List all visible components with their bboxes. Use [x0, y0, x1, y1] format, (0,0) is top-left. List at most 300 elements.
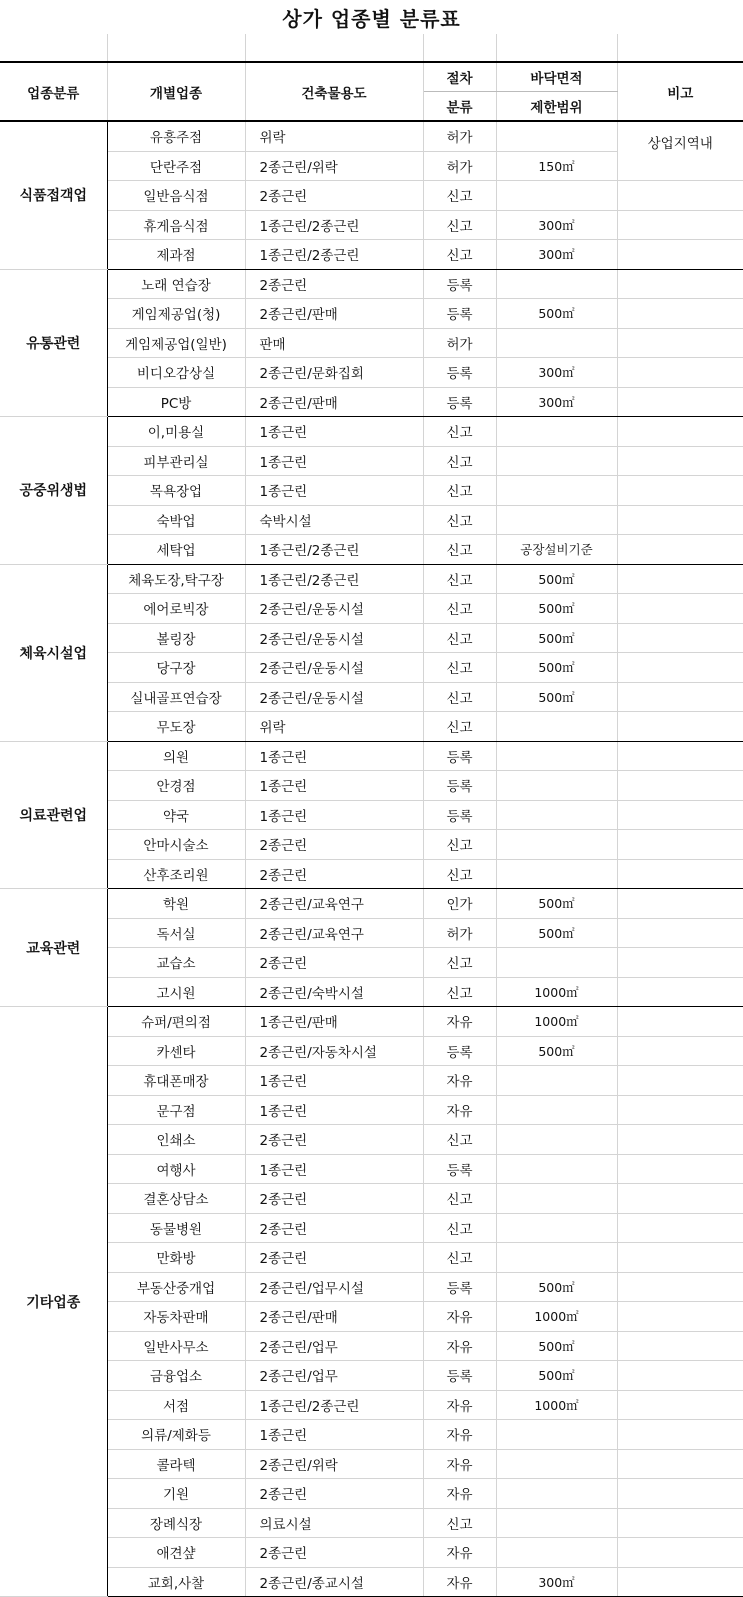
procedure-cell: 신고 — [423, 505, 496, 535]
table-row — [0, 1331, 743, 1361]
procedure-cell: 자유 — [423, 1567, 496, 1597]
procedure-cell: 신고 — [423, 535, 496, 565]
building-use-cell: 1종근린 — [245, 1066, 423, 1096]
procedure-cell: 등록 — [423, 358, 496, 388]
area-cell: 300㎡ — [496, 387, 617, 417]
area-cell — [496, 1243, 617, 1273]
table-row — [0, 1567, 743, 1597]
table-row — [0, 1508, 743, 1538]
area-cell — [496, 121, 617, 151]
procedure-cell: 자유 — [423, 1007, 496, 1037]
area-cell: 공장설비기준 — [496, 535, 617, 565]
remark-cell — [617, 1567, 743, 1597]
building-use-cell: 2종근린/교육연구 — [245, 889, 423, 919]
area-cell — [496, 417, 617, 447]
table-row — [0, 623, 743, 653]
procedure-cell: 신고 — [423, 476, 496, 506]
remark-cell — [617, 387, 743, 417]
table-row — [0, 1184, 743, 1214]
building-use-cell: 2종근린/판매 — [245, 299, 423, 329]
table-row — [0, 918, 743, 948]
building-use-cell: 2종근린/업무 — [245, 1361, 423, 1391]
area-cell — [496, 859, 617, 889]
procedure-cell: 자유 — [423, 1420, 496, 1450]
area-cell: 500㎡ — [496, 918, 617, 948]
table-row — [0, 1272, 743, 1302]
building-use-cell: 1종근린/2종근린 — [245, 210, 423, 240]
procedure-cell: 자유 — [423, 1302, 496, 1332]
remark-cell — [617, 682, 743, 712]
header-procedure-top: 절차 — [423, 62, 496, 92]
table-row — [0, 358, 743, 388]
procedure-cell: 신고 — [423, 1125, 496, 1155]
table-row — [0, 771, 743, 801]
procedure-cell: 인가 — [423, 889, 496, 919]
building-use-cell: 2종근린/자동차시설 — [245, 1036, 423, 1066]
building-use-cell: 1종근린 — [245, 800, 423, 830]
business-cell: 학원 — [107, 889, 245, 919]
business-cell: 실내골프연습장 — [107, 682, 245, 712]
table-row — [0, 328, 743, 358]
building-use-cell: 2종근린 — [245, 859, 423, 889]
procedure-cell: 등록 — [423, 269, 496, 299]
procedure-cell: 신고 — [423, 1508, 496, 1538]
table-row — [0, 1213, 743, 1243]
table-row — [0, 299, 743, 329]
remark-cell — [617, 328, 743, 358]
remark-cell — [617, 1302, 743, 1332]
area-cell — [496, 1125, 617, 1155]
building-use-cell: 2종근린/운동시설 — [245, 653, 423, 683]
procedure-cell: 등록 — [423, 800, 496, 830]
business-cell: 에어로빅장 — [107, 594, 245, 624]
procedure-cell: 신고 — [423, 682, 496, 712]
table-row — [0, 1390, 743, 1420]
remark-cell — [617, 1449, 743, 1479]
area-cell: 300㎡ — [496, 358, 617, 388]
procedure-cell: 신고 — [423, 417, 496, 447]
business-cell: 제과점 — [107, 240, 245, 270]
procedure-cell: 신고 — [423, 1213, 496, 1243]
area-cell: 500㎡ — [496, 889, 617, 919]
building-use-cell: 2종근린 — [245, 1213, 423, 1243]
category-cell: 식품접객업 — [0, 121, 107, 269]
area-cell: 500㎡ — [496, 623, 617, 653]
table-row — [0, 889, 743, 919]
business-cell: 금융업소 — [107, 1361, 245, 1391]
category-cell: 유통관련 — [0, 269, 107, 417]
building-use-cell: 1종근린 — [245, 1154, 423, 1184]
remark-cell — [617, 948, 743, 978]
area-cell — [496, 1066, 617, 1096]
area-cell — [496, 269, 617, 299]
area-cell: 1000㎡ — [496, 1007, 617, 1037]
area-cell — [496, 1479, 617, 1509]
remark-cell — [617, 1243, 743, 1273]
remark-cell — [617, 977, 743, 1007]
area-cell: 500㎡ — [496, 594, 617, 624]
header-building-use: 건축물용도 — [245, 62, 423, 121]
area-cell: 500㎡ — [496, 1036, 617, 1066]
business-cell: 목욕장업 — [107, 476, 245, 506]
building-use-cell: 2종근린/교육연구 — [245, 918, 423, 948]
category-cell: 체육시설업 — [0, 564, 107, 741]
building-use-cell: 2종근린 — [245, 1479, 423, 1509]
table-row — [0, 446, 743, 476]
procedure-cell: 신고 — [423, 948, 496, 978]
table-row — [0, 682, 743, 712]
remark-cell — [617, 1154, 743, 1184]
table-row — [0, 1479, 743, 1509]
remark-cell — [617, 240, 743, 270]
area-cell: 300㎡ — [496, 210, 617, 240]
procedure-cell: 자유 — [423, 1095, 496, 1125]
procedure-cell: 등록 — [423, 1154, 496, 1184]
procedure-cell: 허가 — [423, 918, 496, 948]
business-cell: 의류/제화등 — [107, 1420, 245, 1450]
procedure-cell: 신고 — [423, 594, 496, 624]
business-cell: 장례식장 — [107, 1508, 245, 1538]
business-cell: 카센타 — [107, 1036, 245, 1066]
procedure-cell: 자유 — [423, 1479, 496, 1509]
remark-cell — [617, 771, 743, 801]
remark-cell — [617, 299, 743, 329]
business-cell: 게임제공업(일반) — [107, 328, 245, 358]
table-row — [0, 535, 743, 565]
procedure-cell: 신고 — [423, 1184, 496, 1214]
procedure-cell: 신고 — [423, 712, 496, 742]
business-cell: 당구장 — [107, 653, 245, 683]
header-business: 개별업종 — [107, 62, 245, 121]
business-cell: 일반음식점 — [107, 181, 245, 211]
area-cell: 500㎡ — [496, 299, 617, 329]
remark-cell — [617, 889, 743, 919]
table-row — [0, 269, 743, 299]
business-cell: 이,미용실 — [107, 417, 245, 447]
remark-cell — [617, 653, 743, 683]
classification-table — [0, 34, 743, 1597]
remark-cell — [617, 1361, 743, 1391]
remark-cell — [617, 1331, 743, 1361]
procedure-cell: 등록 — [423, 1036, 496, 1066]
business-cell: 슈퍼/편의점 — [107, 1007, 245, 1037]
building-use-cell: 1종근린 — [245, 1420, 423, 1450]
procedure-cell: 허가 — [423, 121, 496, 151]
building-use-cell: 2종근린/숙박시설 — [245, 977, 423, 1007]
building-use-cell: 2종근린/운동시설 — [245, 594, 423, 624]
procedure-cell: 허가 — [423, 151, 496, 181]
area-cell — [496, 712, 617, 742]
area-cell — [496, 446, 617, 476]
table-row — [0, 1302, 743, 1332]
business-cell: 만화방 — [107, 1243, 245, 1273]
remark-cell — [617, 1213, 743, 1243]
table-row — [0, 1066, 743, 1096]
remark-cell — [617, 623, 743, 653]
area-cell — [496, 741, 617, 771]
procedure-cell: 등록 — [423, 387, 496, 417]
building-use-cell: 2종근린 — [245, 830, 423, 860]
procedure-cell: 등록 — [423, 741, 496, 771]
building-use-cell: 2종근린/판매 — [245, 1302, 423, 1332]
remark-cell — [617, 1036, 743, 1066]
business-cell: 결혼상담소 — [107, 1184, 245, 1214]
business-cell: 고시원 — [107, 977, 245, 1007]
building-use-cell: 숙박시설 — [245, 505, 423, 535]
table-row — [0, 240, 743, 270]
table-row — [0, 1361, 743, 1391]
remark-cell — [617, 181, 743, 211]
building-use-cell: 1종근린 — [245, 1095, 423, 1125]
page-title: 상가 업종별 분류표 — [282, 6, 461, 31]
business-cell: 게임제공업(청) — [107, 299, 245, 329]
header-row-1 — [0, 62, 743, 92]
procedure-cell: 자유 — [423, 1331, 496, 1361]
procedure-cell: 신고 — [423, 830, 496, 860]
area-cell: 300㎡ — [496, 1567, 617, 1597]
area-cell — [496, 1449, 617, 1479]
table-row — [0, 564, 743, 594]
procedure-cell: 허가 — [423, 328, 496, 358]
procedure-cell: 신고 — [423, 446, 496, 476]
remark-cell — [617, 1125, 743, 1155]
procedure-cell: 등록 — [423, 1272, 496, 1302]
remark-cell — [617, 1272, 743, 1302]
header-area-bottom: 제한범위 — [496, 92, 617, 122]
table-row — [0, 387, 743, 417]
table-row — [0, 476, 743, 506]
area-cell — [496, 505, 617, 535]
area-cell: 500㎡ — [496, 682, 617, 712]
procedure-cell: 신고 — [423, 210, 496, 240]
business-cell: 자동차판매 — [107, 1302, 245, 1332]
table-row — [0, 800, 743, 830]
table-row — [0, 1007, 743, 1037]
business-cell: 유흥주점 — [107, 121, 245, 151]
area-cell — [496, 1213, 617, 1243]
area-cell — [496, 476, 617, 506]
remark-cell — [617, 800, 743, 830]
building-use-cell: 1종근린/2종근린 — [245, 240, 423, 270]
table-row — [0, 948, 743, 978]
business-cell: 여행사 — [107, 1154, 245, 1184]
area-cell: 1000㎡ — [496, 1302, 617, 1332]
procedure-cell: 신고 — [423, 653, 496, 683]
table-row — [0, 653, 743, 683]
category-cell: 기타업종 — [0, 1007, 107, 1597]
building-use-cell: 2종근린 — [245, 269, 423, 299]
business-cell: 동물병원 — [107, 1213, 245, 1243]
area-cell: 1000㎡ — [496, 977, 617, 1007]
area-cell — [496, 1184, 617, 1214]
business-cell: 노래 연습장 — [107, 269, 245, 299]
header-remarks: 비고 — [617, 62, 743, 121]
table-row — [0, 1154, 743, 1184]
area-cell: 500㎡ — [496, 1361, 617, 1391]
remark-cell — [617, 417, 743, 447]
building-use-cell: 2종근린 — [245, 181, 423, 211]
procedure-cell: 자유 — [423, 1066, 496, 1096]
area-cell: 1000㎡ — [496, 1390, 617, 1420]
building-use-cell: 2종근린/문화집회 — [245, 358, 423, 388]
category-cell: 공중위생법 — [0, 417, 107, 565]
area-cell: 500㎡ — [496, 653, 617, 683]
remark-cell — [617, 476, 743, 506]
business-cell: PC방 — [107, 387, 245, 417]
building-use-cell: 1종근린/2종근린 — [245, 535, 423, 565]
remark-cell — [617, 1420, 743, 1450]
business-cell: 교회,사찰 — [107, 1567, 245, 1597]
business-cell: 일반사무소 — [107, 1331, 245, 1361]
area-cell: 150㎡ — [496, 151, 617, 181]
procedure-cell: 신고 — [423, 977, 496, 1007]
area-cell: 500㎡ — [496, 1272, 617, 1302]
remark-cell — [617, 535, 743, 565]
remark-cell — [617, 564, 743, 594]
business-cell: 세탁업 — [107, 535, 245, 565]
building-use-cell: 1종근린/판매 — [245, 1007, 423, 1037]
table-row — [0, 830, 743, 860]
business-cell: 산후조리원 — [107, 859, 245, 889]
remark-cell: 상업지역내 — [617, 121, 743, 181]
building-use-cell: 1종근린 — [245, 476, 423, 506]
building-use-cell: 2종근린 — [245, 1125, 423, 1155]
table-row — [0, 1243, 743, 1273]
area-cell — [496, 1508, 617, 1538]
table-row — [0, 1036, 743, 1066]
area-cell — [496, 1154, 617, 1184]
procedure-cell: 신고 — [423, 859, 496, 889]
building-use-cell: 2종근린/위락 — [245, 1449, 423, 1479]
procedure-cell: 신고 — [423, 564, 496, 594]
table-row — [0, 1420, 743, 1450]
table-row — [0, 1125, 743, 1155]
procedure-cell: 신고 — [423, 623, 496, 653]
business-cell: 숙박업 — [107, 505, 245, 535]
category-cell: 의료관련업 — [0, 741, 107, 889]
table-row — [0, 1449, 743, 1479]
remark-cell — [617, 1095, 743, 1125]
business-cell: 볼링장 — [107, 623, 245, 653]
header-procedure-bottom: 분류 — [423, 92, 496, 122]
building-use-cell: 2종근린/운동시설 — [245, 623, 423, 653]
remark-cell — [617, 712, 743, 742]
business-cell: 안경점 — [107, 771, 245, 801]
header-category: 업종분류 — [0, 62, 107, 121]
business-cell: 피부관리실 — [107, 446, 245, 476]
procedure-cell: 자유 — [423, 1449, 496, 1479]
business-cell: 무도장 — [107, 712, 245, 742]
business-cell: 문구점 — [107, 1095, 245, 1125]
table-row — [0, 210, 743, 240]
remark-cell — [617, 859, 743, 889]
building-use-cell: 1종근린/2종근린 — [245, 564, 423, 594]
procedure-cell: 신고 — [423, 240, 496, 270]
area-cell — [496, 948, 617, 978]
remark-cell — [617, 1508, 743, 1538]
building-use-cell: 2종근린 — [245, 1538, 423, 1568]
remark-cell — [617, 830, 743, 860]
area-cell — [496, 181, 617, 211]
remark-cell — [617, 1538, 743, 1568]
building-use-cell: 의료시설 — [245, 1508, 423, 1538]
business-cell: 체육도장,탁구장 — [107, 564, 245, 594]
remark-cell — [617, 1066, 743, 1096]
table-row — [0, 1538, 743, 1568]
remark-cell — [617, 1184, 743, 1214]
remark-cell — [617, 269, 743, 299]
area-cell — [496, 830, 617, 860]
building-use-cell: 1종근린 — [245, 417, 423, 447]
procedure-cell: 자유 — [423, 1390, 496, 1420]
building-use-cell: 위락 — [245, 712, 423, 742]
business-cell: 부동산중개업 — [107, 1272, 245, 1302]
remark-cell — [617, 1390, 743, 1420]
remark-cell — [617, 918, 743, 948]
business-cell: 비디오감상실 — [107, 358, 245, 388]
area-cell: 500㎡ — [496, 1331, 617, 1361]
business-cell: 콜라텍 — [107, 1449, 245, 1479]
building-use-cell: 2종근린/업무시설 — [245, 1272, 423, 1302]
business-cell: 의원 — [107, 741, 245, 771]
building-use-cell: 2종근린/종교시설 — [245, 1567, 423, 1597]
table-row — [0, 1095, 743, 1125]
table-row — [0, 741, 743, 771]
table-row — [0, 977, 743, 1007]
remark-cell — [617, 1007, 743, 1037]
business-cell: 서점 — [107, 1390, 245, 1420]
area-cell — [496, 800, 617, 830]
table-row — [0, 417, 743, 447]
table-row — [0, 181, 743, 211]
building-use-cell: 판매 — [245, 328, 423, 358]
table-row — [0, 594, 743, 624]
procedure-cell: 등록 — [423, 771, 496, 801]
building-use-cell: 1종근린 — [245, 771, 423, 801]
building-use-cell: 2종근린/운동시설 — [245, 682, 423, 712]
business-cell: 교습소 — [107, 948, 245, 978]
business-cell: 애견샾 — [107, 1538, 245, 1568]
remark-cell — [617, 594, 743, 624]
remark-cell — [617, 505, 743, 535]
building-use-cell: 2종근린 — [245, 1243, 423, 1273]
procedure-cell: 등록 — [423, 299, 496, 329]
area-cell: 500㎡ — [496, 564, 617, 594]
building-use-cell: 2종근린 — [245, 948, 423, 978]
procedure-cell: 자유 — [423, 1538, 496, 1568]
building-use-cell: 2종근린/업무 — [245, 1331, 423, 1361]
business-cell: 기원 — [107, 1479, 245, 1509]
blank-row — [0, 34, 743, 62]
building-use-cell: 1종근린/2종근린 — [245, 1390, 423, 1420]
remark-cell — [617, 741, 743, 771]
business-cell: 단란주점 — [107, 151, 245, 181]
building-use-cell: 2종근린 — [245, 1184, 423, 1214]
procedure-cell: 등록 — [423, 1361, 496, 1391]
area-cell: 300㎡ — [496, 240, 617, 270]
area-cell — [496, 1538, 617, 1568]
table-row — [0, 121, 743, 151]
remark-cell — [617, 210, 743, 240]
building-use-cell: 2종근린/판매 — [245, 387, 423, 417]
category-cell: 교육관련 — [0, 889, 107, 1007]
business-cell: 인쇄소 — [107, 1125, 245, 1155]
area-cell — [496, 1420, 617, 1450]
building-use-cell: 위락 — [245, 121, 423, 151]
building-use-cell: 2종근린/위락 — [245, 151, 423, 181]
building-use-cell: 1종근린 — [245, 446, 423, 476]
area-cell — [496, 1095, 617, 1125]
